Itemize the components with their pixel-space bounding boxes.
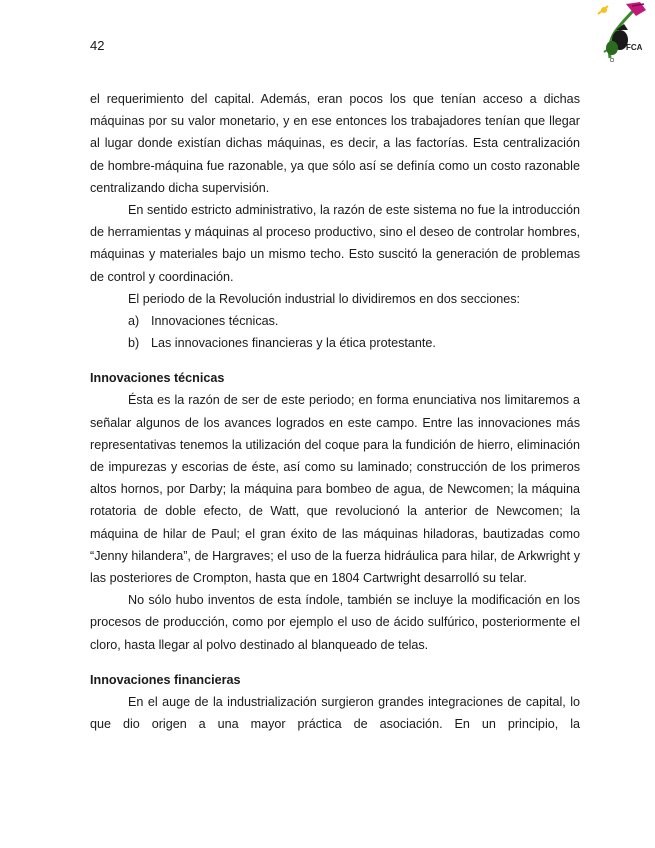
list-item bbox=[90, 332, 580, 354]
page-number: 42 bbox=[90, 38, 105, 53]
logo-text: FCA bbox=[626, 43, 643, 52]
paragraph: El periodo de la Revolución industrial lo dividiremos en dos secciones: bbox=[128, 291, 521, 306]
faculty-logo-icon bbox=[590, 0, 652, 62]
list-item-text: Innovaciones técnicas. bbox=[151, 314, 279, 329]
page-body bbox=[90, 88, 580, 735]
section-heading-tecnicas: Innovaciones técnicas bbox=[90, 371, 225, 386]
section-heading-financieras: Innovaciones financieras bbox=[90, 672, 241, 687]
list-item bbox=[90, 310, 580, 332]
paragraph: Ésta es la razón de ser de este periodo; en forma enunciativa nos limitaremos a señalar algunos de los avances logrados en este campo. Entre las innovaciones más representativas tenemos la utilización del coque para la fundición de hierro, eliminación de impurezas y escorias de éste, así como su laminado; construcción de los primeros altos hornos, por Darby; la máquina para bombeo de agua, de Newcomen; la máquina rotatoria de doble efecto, de Watt, que revolucionó la anterior de Newcomen; la máquina de hilar de Paul; el gran éxito de las máquinas hiladoras, bautizadas como “Jenny hilandera”, de Hargraves; el uso de la fuerza hidráulica para hilar, de Arkwright y las posteriores de Crompton, hasta que en 1804 Cartwright desarrolló su telar. bbox=[90, 393, 580, 586]
list-marker: b) bbox=[128, 336, 140, 351]
paragraph: No sólo hubo inventos de esta índole, también se incluye la modificación en los procesos de producción, como por ejemplo el uso de ácido sulfúrico, posteriormente el cloro, hasta llegar al polvo destinado al blanqueado de telas. bbox=[90, 593, 580, 652]
sections-list bbox=[90, 310, 580, 354]
list-marker: a) bbox=[128, 314, 140, 329]
paragraph: En sentido estricto administrativo, la razón de este sistema no fue la introducción de herramientas y máquinas al proceso productivo, sino el deseo de controlar hombres, máquinas y materiales bajo un mismo techo. Esto suscitó la generación de problemas de control y coordinación. bbox=[90, 203, 580, 284]
list-item-text: Las innovaciones financieras y la ética protestante. bbox=[151, 336, 436, 351]
paragraph: En el auge de la industrialización surgieron grandes integraciones de capital, lo que dio origen a una mayor práctica de asociación. En un principio, la bbox=[90, 694, 580, 732]
paragraph: el requerimiento del capital. Además, eran pocos los que tenían acceso a dichas máquinas por su valor monetario, y en ese entonces los trabajadores tenían que llegar al lugar donde existían dichas máquinas, es decir, a las factorías. Esta centralización de hombre-máquina fue razonable, ya que sólo así se definía como un costo razonable centralizando dicha supervisión. bbox=[90, 92, 580, 195]
